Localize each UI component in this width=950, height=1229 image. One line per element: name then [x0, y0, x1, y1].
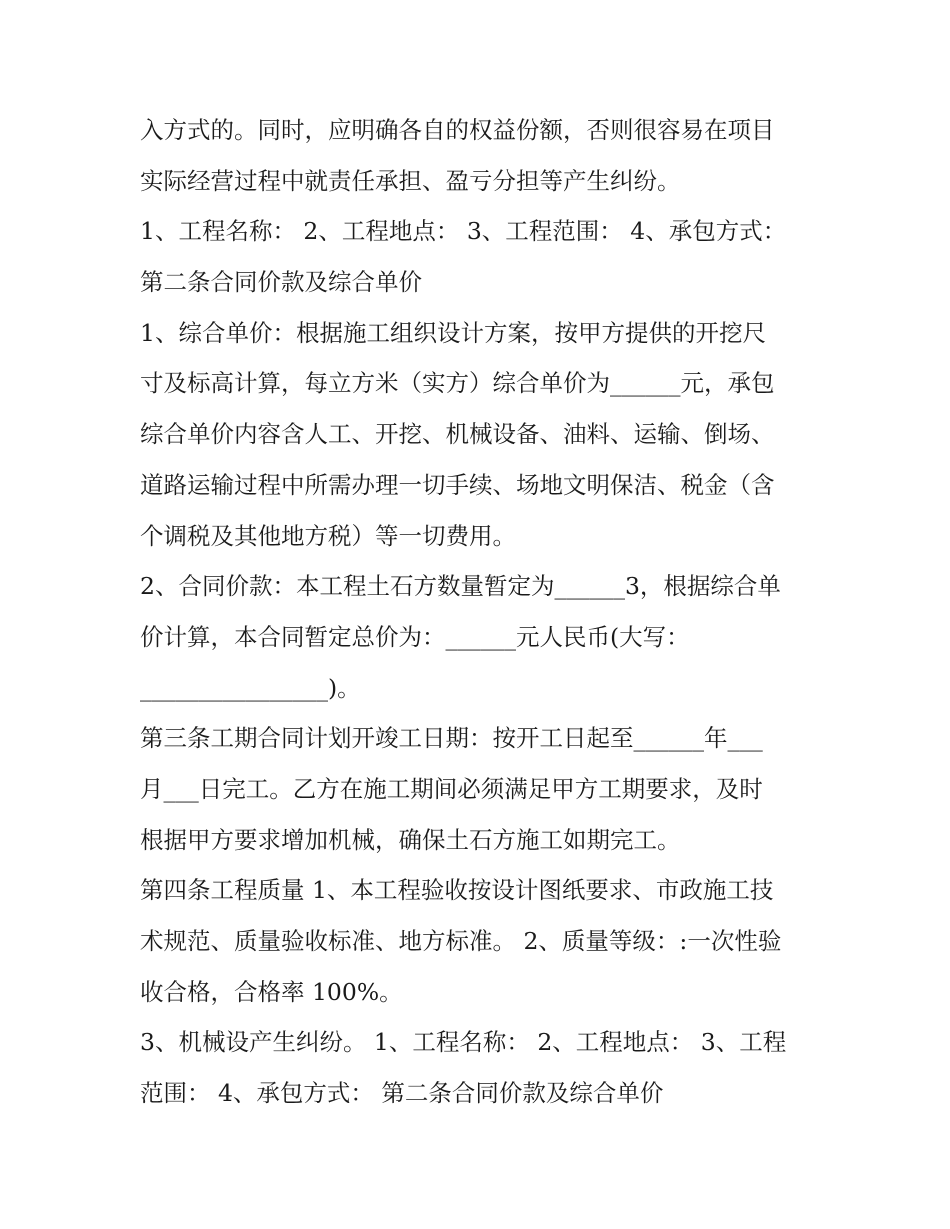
text-line: 入方式的。同时，应明确各自的权益份额，否则很容易在项目 [140, 116, 775, 144]
text-line: 1、工程名称： 2、工程地点： 3、工程范围： 4、承包方式： [140, 217, 787, 246]
document-body [140, 105, 820, 1119]
text-line: 实际经营过程中就责任承担、盈亏分担等产生纠纷。 [140, 166, 681, 195]
text-line: 个调税及其他地方税）等一切费用。 [140, 521, 516, 550]
text-line: 术规范、质量验收标准、地方标准。 2、质量等级：:一次性验 [140, 927, 782, 955]
text-line: 1、综合单价：根据施工组织设计方案，按甲方提供的开挖尺 [140, 318, 766, 347]
text-line: 第四条工程质量 1、本工程验收按设计图纸要求、市政施工技 [140, 876, 774, 905]
text-line: 范围： 4、承包方式： 第二条合同价款及综合单价 [140, 1079, 664, 1108]
text-line: 收合格，合格率 100%。 [140, 977, 403, 1006]
text-line: 综合单价内容含人工、开挖、机械设备、油料、运输、倒场、 [140, 420, 775, 449]
text-line: 月___日完工。乙方在施工期间必须满足甲方工期要求，及时 [140, 774, 763, 803]
text-line: ________________)。 [140, 673, 361, 702]
text-line: 2、合同价款：本工程土石方数量暂定为______3，根据综合单 [140, 572, 781, 601]
text-line: 第三条工期合同计划开竣工日期：按开工日起至______年___ [140, 724, 763, 753]
text-line: 第二条合同价款及综合单价 [140, 268, 422, 297]
text-line: 3、机械设产生纠纷。 1、工程名称： 2、工程地点： 3、工程 [140, 1028, 787, 1057]
text-line: 寸及标高计算，每立方米（实方）综合单价为______元，承包 [140, 369, 775, 398]
text-line: 根据甲方要求增加机械，确保土石方施工如期完工。 [140, 825, 681, 854]
text-line: 道路运输过程中所需办理一切手续、场地文明保洁、税金（含 [140, 470, 775, 499]
text-line: 价计算，本合同暂定总价为：______元人民币(大写： [140, 622, 690, 651]
